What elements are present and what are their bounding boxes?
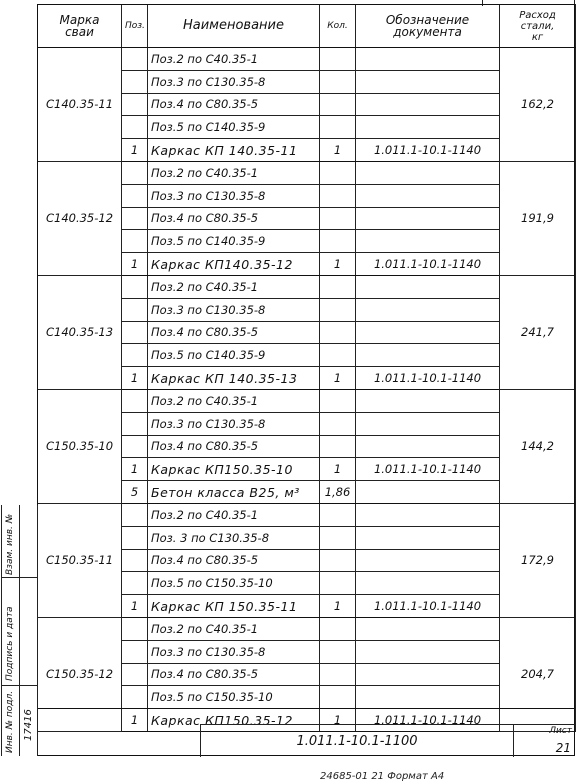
header-mark: Марка сваи [38, 5, 122, 48]
name-cell: Поз.3 по С130.35-8 [148, 640, 320, 663]
title-block [37, 708, 575, 756]
name-cell: Поз.5 по С150.35-10 [148, 572, 320, 595]
quantity-cell: 1,86 [320, 481, 356, 504]
name-cell: Поз. 3 по С130.35-8 [148, 526, 320, 549]
document-cell: 1.011.1-10.1-1140 [356, 139, 500, 162]
replace-inv-label: Взам. инв. № [5, 513, 15, 575]
sheet-number: 21 [555, 741, 571, 755]
sheet-label: Лист [549, 726, 572, 736]
pile-mark-cell: С140.35-13 [38, 275, 122, 389]
quantity-cell: 1 [320, 595, 356, 618]
inv-no-label: Инв. № подл. [5, 690, 15, 753]
name-cell: Каркас КП150.35-12 [148, 709, 320, 732]
side-stamp [1, 505, 37, 756]
quantity-cell: 1 [320, 458, 356, 481]
name-cell: Поз.3 по С130.35-8 [148, 70, 320, 93]
name-cell: Поз.5 по С150.35-10 [148, 686, 320, 709]
position-cell: 1 [122, 367, 148, 390]
position-cell: 1 [122, 139, 148, 162]
name-cell: Поз.5 по С140.35-9 [148, 344, 320, 367]
name-cell: Бетон класса В25, м³ [148, 481, 320, 504]
quantity-cell: 1 [320, 709, 356, 732]
steel-consumption-cell: 144,2 [500, 389, 576, 503]
pile-mark-cell: С150.35-11 [38, 503, 122, 617]
header-steel: Расход стали, кг [500, 5, 576, 48]
quantity-cell: 1 [320, 139, 356, 162]
name-cell: Поз.5 по С140.35-9 [148, 230, 320, 253]
document-cell: 1.011.1-10.1-1140 [356, 367, 500, 390]
name-cell: Поз.2 по С40.35-1 [148, 503, 320, 526]
side-stamp-divider [2, 577, 37, 578]
name-cell: Поз.4 по С80.35-5 [148, 549, 320, 572]
side-stamp-divider [2, 685, 37, 686]
header-pos: Поз. [122, 5, 148, 48]
quantity-cell: 1 [320, 367, 356, 390]
pile-mark-cell: С150.35-10 [38, 389, 122, 503]
document-cell: 1.011.1-10.1-1140 [356, 709, 500, 732]
steel-consumption-cell: 191,9 [500, 161, 576, 275]
quantity-cell: 1 [320, 253, 356, 276]
position-cell: 1 [122, 709, 148, 732]
name-cell: Поз.2 по С40.35-1 [148, 617, 320, 640]
name-cell: Поз.3 по С130.35-8 [148, 298, 320, 321]
header-doc: Обозначение документа [356, 5, 500, 48]
name-cell: Поз.5 по С140.35-9 [148, 116, 320, 139]
position-cell: 5 [122, 481, 148, 504]
doc-code-box [200, 724, 513, 757]
name-cell: Поз.2 по С40.35-1 [148, 275, 320, 298]
inv-no-value: 17416 [23, 709, 34, 741]
steel-consumption-cell: 204,7 [500, 617, 576, 731]
document-cell: 1.011.1-10.1-1140 [356, 595, 500, 618]
name-cell: Поз.4 по С80.35-5 [148, 207, 320, 230]
name-cell: Поз.3 по С130.35-8 [148, 184, 320, 207]
steel-consumption-cell: 162,2 [500, 48, 576, 162]
name-cell: Поз.4 по С80.35-5 [148, 435, 320, 458]
header-name: Наименование [148, 5, 320, 48]
pile-mark-cell: С150.35-12 [38, 617, 122, 731]
position-cell: 1 [122, 458, 148, 481]
pile-mark-cell: С140.35-11 [38, 48, 122, 162]
doc-code: 1.011.1-10.1-1100 [296, 733, 418, 749]
name-cell: Каркас КП 150.35-11 [148, 595, 320, 618]
signature-date-label: Подпись и дата [5, 606, 15, 681]
name-cell: Поз.4 по С80.35-5 [148, 321, 320, 344]
name-cell: Поз.2 по С40.35-1 [148, 48, 320, 71]
sheet-number-box [513, 724, 575, 757]
name-cell: Каркас КП140.35-12 [148, 253, 320, 276]
name-cell: Поз.2 по С40.35-1 [148, 161, 320, 184]
document-cell: 1.011.1-10.1-1140 [356, 253, 500, 276]
header-qty: Кол. [320, 5, 356, 48]
document-cell: 1.011.1-10.1-1140 [356, 458, 500, 481]
position-cell: 1 [122, 595, 148, 618]
name-cell: Поз.3 по С130.35-8 [148, 412, 320, 435]
steel-consumption-cell: 241,7 [500, 275, 576, 389]
sheet-frame [37, 4, 575, 756]
name-cell: Поз.2 по С40.35-1 [148, 389, 320, 412]
steel-consumption-cell: 172,9 [500, 503, 576, 617]
name-cell: Каркас КП 140.35-13 [148, 367, 320, 390]
name-cell: Каркас КП150.35-10 [148, 458, 320, 481]
format-note: 24685-01 21 Формат А4 [320, 771, 445, 782]
pile-mark-cell: С140.35-12 [38, 161, 122, 275]
name-cell: Поз.4 по С80.35-5 [148, 93, 320, 116]
name-cell: Каркас КП 140.35-11 [148, 139, 320, 162]
position-cell: 1 [122, 253, 148, 276]
name-cell: Поз.4 по С80.35-5 [148, 663, 320, 686]
